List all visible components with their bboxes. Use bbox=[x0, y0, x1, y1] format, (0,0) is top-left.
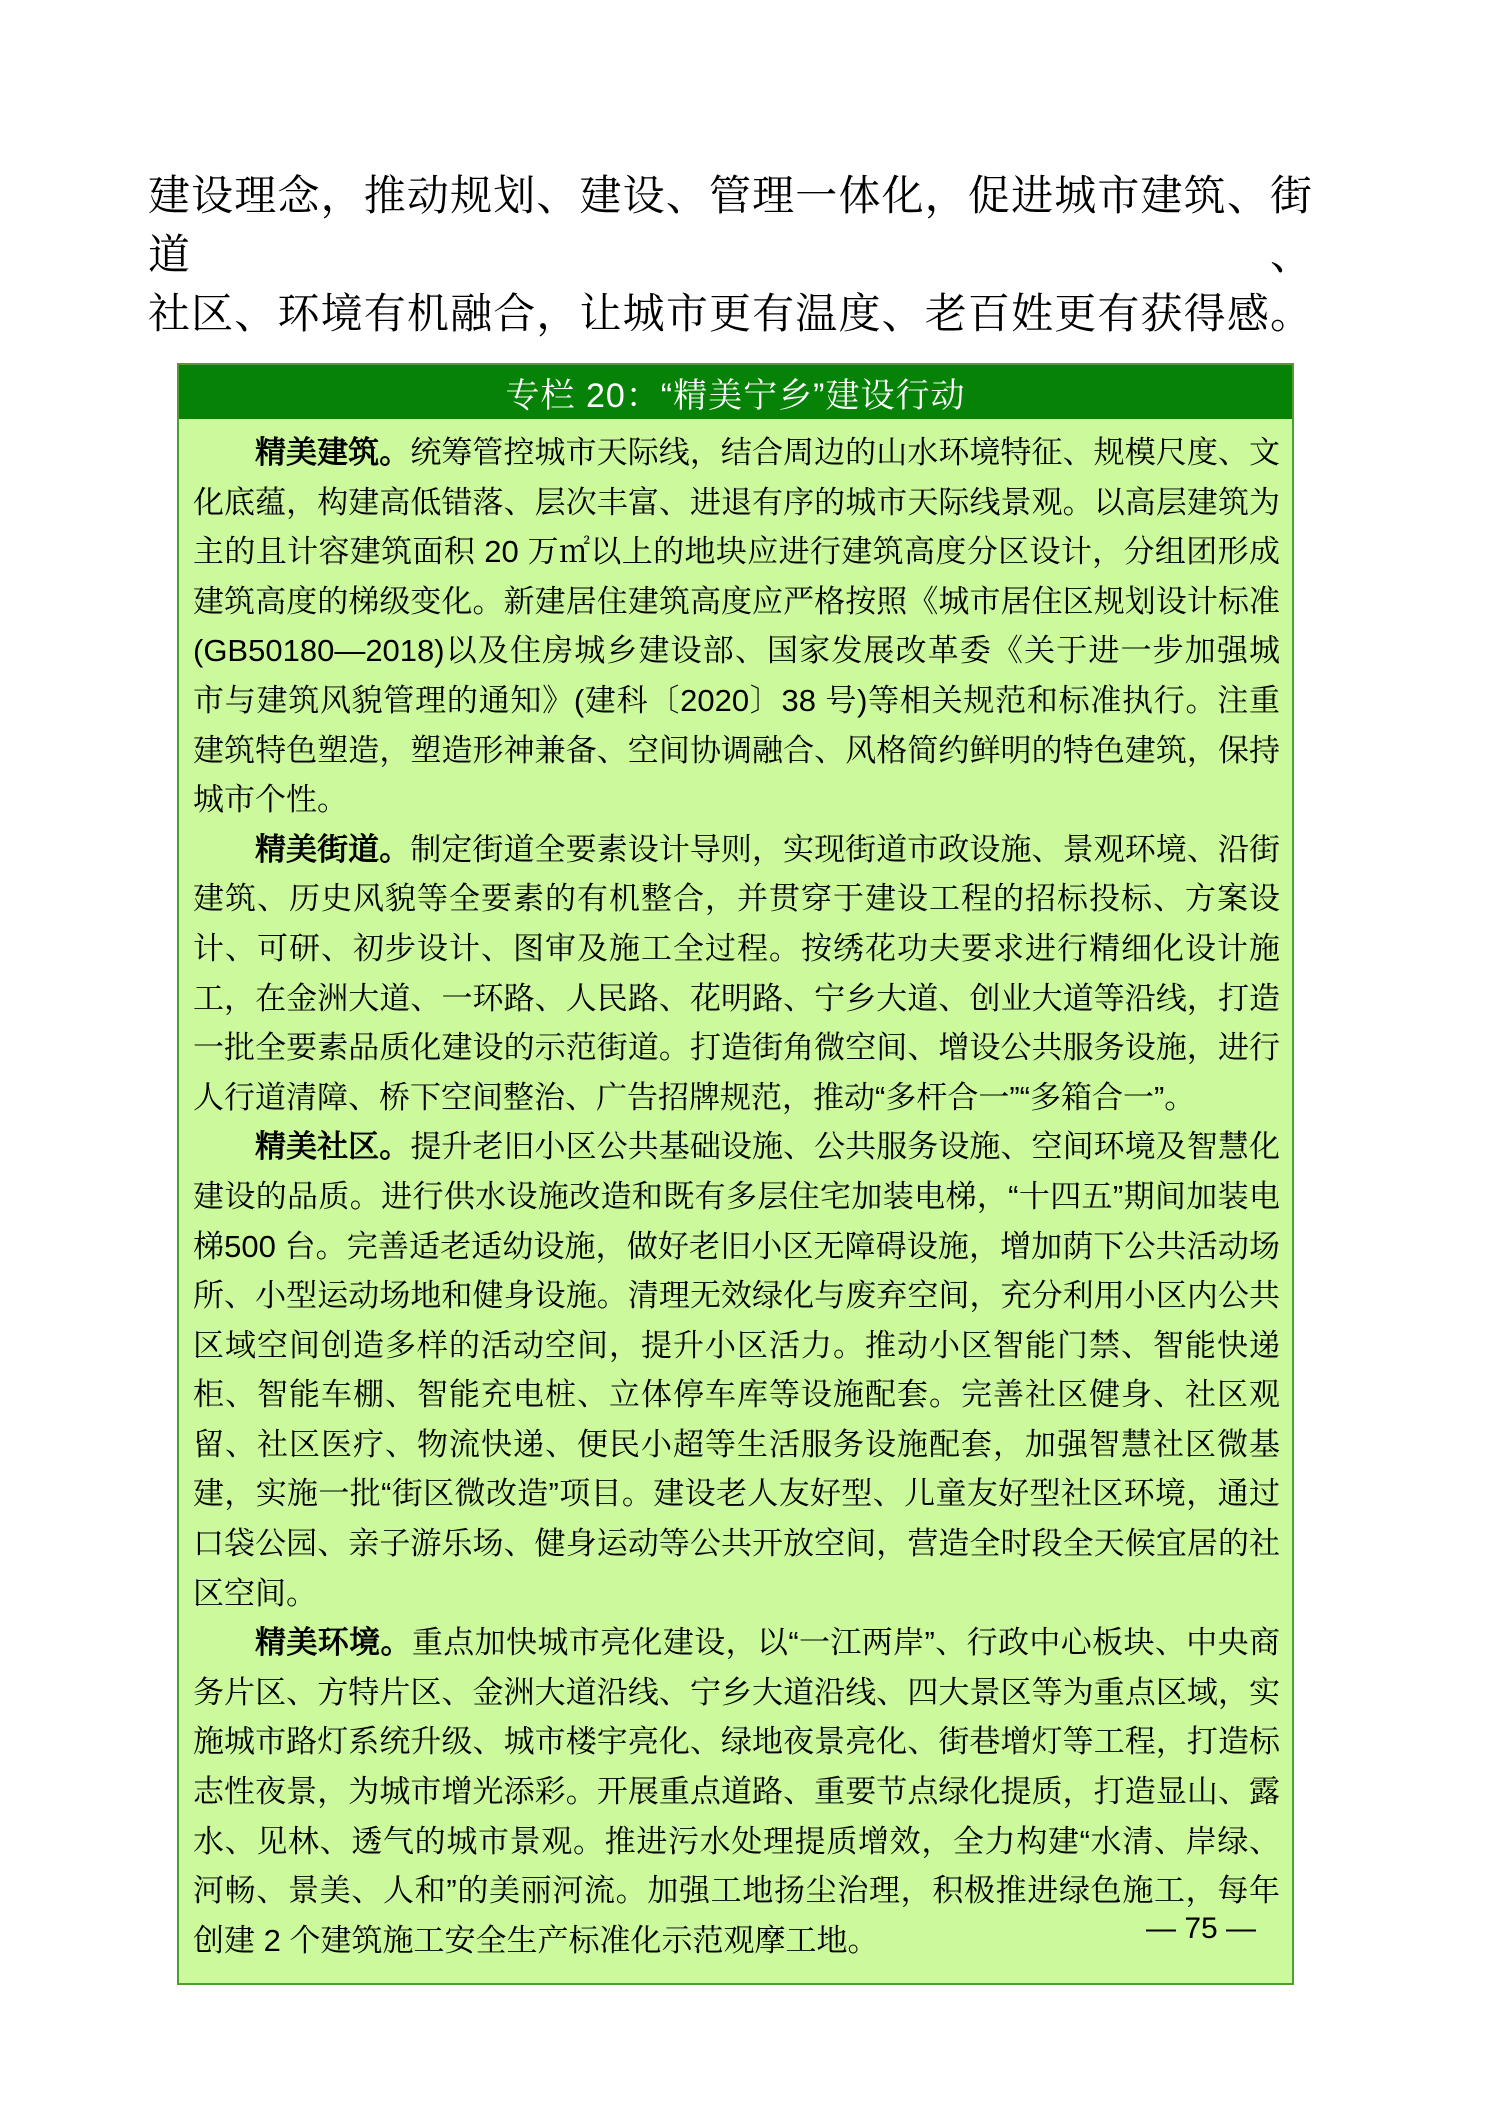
box-body bbox=[179, 419, 1292, 1983]
paragraph-text: 提升老旧小区公共基础设施、公共服务设施、空间环境及智慧化建设的品质。进行供水设施改造和既有多层住宅加装电梯，“十四五”期间加装电梯500 台。完善适老适幼设施，做好老旧小区无障碍设施，增加荫下公共活动场所、小型运动场地和健身设施。清理无效绿化与废弃空间，充分利用小区内公共区域空间创造多样的活动空间，提升小区活力。推动小区智能门禁、智能快递柜、智能车棚、智能充电桩、立体停车库等设施配套。完善社区健身、社区观留、社区医疗、物流快递、便民小超等生活服务设施配套，加强智慧社区微基建，实施一批“街区微改造”项目。建设老人友好型、儿童友好型社区环境，通过口袋公园、亲子游乐场、健身运动等公共开放空间，营造全时段全天候宜居的社区空间。 bbox=[193, 1129, 1280, 1611]
box-paragraph bbox=[193, 1122, 1280, 1618]
intro-line: 建设理念，推动规划、建设、管理一体化，促进城市建筑、街道、 bbox=[148, 172, 1312, 278]
paragraph-lead: 精美街道。 bbox=[255, 831, 411, 867]
column-box bbox=[177, 363, 1294, 1985]
paragraph-text: 统筹管控城市天际线，结合周边的山水环境特征、规模尺度、文化底蕴，构建高低错落、层次丰富、进退有序的城市天际线景观。以高层建筑为主的且计容建筑面积 20 万㎡以上的地块应进行建筑高度分区设计，分组团形成建筑高度的梯级变化。新建居住建筑高度应严格按照《城市居住区规划设计标准(GB50180—2018)以及住房城乡建设部、国家发展改革委《关于进一步加强城市与建筑风貌管理的通知》(建科〔2020〕38 号)等相关规范和标准执行。注重建筑特色塑造，塑造形神兼备、空间协调融合、风格简约鲜明的特色建筑，保持城市个性。 bbox=[193, 435, 1280, 818]
box-paragraph bbox=[193, 1618, 1280, 1965]
box-paragraph bbox=[193, 428, 1280, 825]
intro-paragraph bbox=[148, 166, 1312, 343]
paragraph-lead: 精美建筑。 bbox=[255, 435, 411, 470]
column-title: 专栏 20：“精美宁乡”建设行动 bbox=[505, 376, 966, 415]
paragraph-text: 重点加快城市亮化建设，以“一江两岸”、行政中心板块、中央商务片区、方特片区、金洲大道沿线、宁乡大道沿线、四大景区等为重点区域，实施城市路灯系统升级、城市楼宇亮化、绿地夜景亮化、街巷增灯等工程，打造标志性夜景，为城市增光添彩。开展重点道路、重要节点绿化提质，打造显山、露水、见林、透气的城市景观。推进污水处理提质增效，全力构建“水清、岸绿、河畅、景美、人和”的美丽河流。加强工地扬尘治理，积极推进绿色施工，每年创建 2 个建筑施工安全生产标准化示范观摩工地。 bbox=[193, 1625, 1280, 1958]
column-header bbox=[179, 365, 1292, 419]
paragraph-text: 制定街道全要素设计导则，实现街道市政设施、景观环境、沿街建筑、历史风貌等全要素的有机整合，并贯穿于建设工程的招标投标、方案设计、可研、初步设计、图审及施工全过程。按绣花功夫要求进行精细化设计施工，在金洲大道、一环路、人民路、花明路、宁乡大道、创业大道等沿线，打造一批全要素品质化建设的示范街道。打造街角微空间、增设公共服务设施，进行人行道清障、桥下空间整治、广告招牌规范，推动“多杆合一”“多箱合一”。 bbox=[193, 831, 1280, 1115]
page-number: — 75 — bbox=[1146, 1912, 1257, 1945]
box-paragraph bbox=[193, 825, 1280, 1123]
paragraph-lead: 精美环境。 bbox=[255, 1625, 412, 1661]
intro-line: 社区、环境有机融合，让城市更有温度、老百姓更有获得感。 bbox=[148, 290, 1312, 337]
paragraph-lead: 精美社区。 bbox=[255, 1129, 411, 1165]
